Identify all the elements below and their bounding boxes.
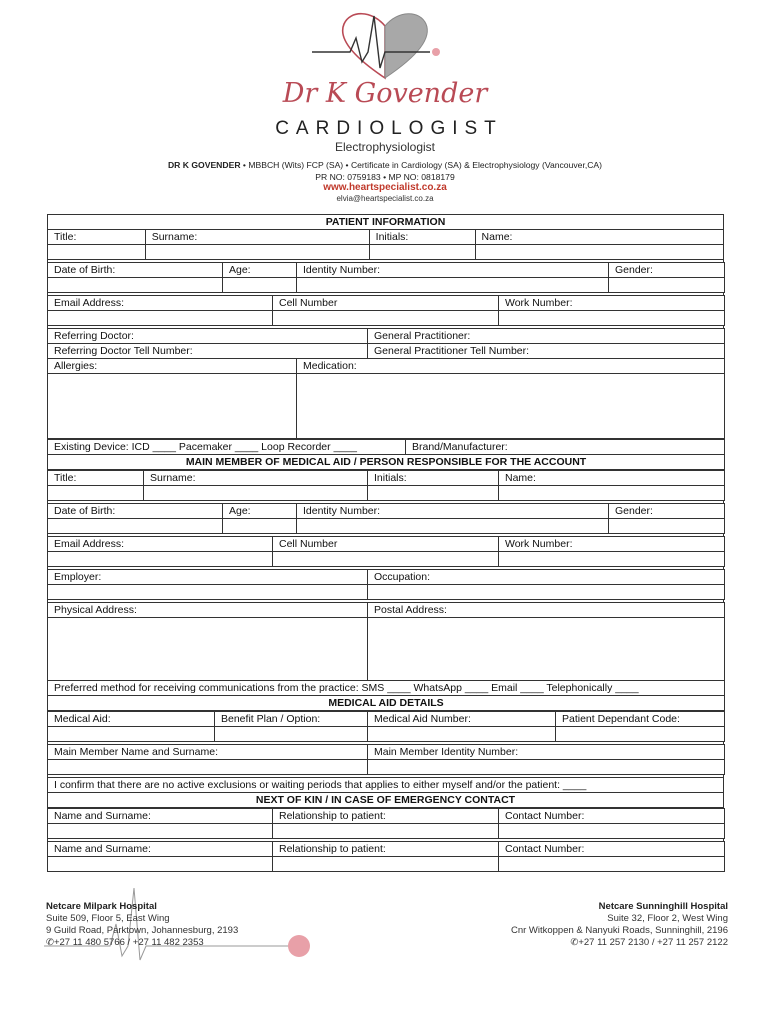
patient-gender-field[interactable] xyxy=(609,278,725,293)
kin2-contact-field[interactable] xyxy=(499,857,725,872)
kin1-relationship-field[interactable] xyxy=(273,824,499,839)
patient-age-field[interactable] xyxy=(223,278,297,293)
gp-label: General Practitioner: xyxy=(368,329,725,344)
kin1-name-field[interactable] xyxy=(48,824,273,839)
member-email-label: Email Address: xyxy=(48,537,273,552)
medication-label: Medication: xyxy=(297,359,725,374)
medical-aid-number-label: Medical Aid Number: xyxy=(368,712,556,727)
allergies-label: Allergies: xyxy=(48,359,297,374)
patient-id-label: Identity Number: xyxy=(297,263,609,278)
occupation-label: Occupation: xyxy=(368,570,725,585)
milpark-line1: Suite 509, Floor 5, East Wing xyxy=(46,913,170,924)
kin2-name-field[interactable] xyxy=(48,857,273,872)
credentials-text: • MBBCH (Wits) FCP (SA) • Certificate in Cardiology (SA) & Electrophysiology (Vancouver,CA) xyxy=(240,160,603,170)
footer-milpark xyxy=(46,901,238,949)
member-surname-field[interactable] xyxy=(144,486,368,501)
referring-tel-label: Referring Doctor Tell Number: xyxy=(48,344,368,359)
main-member-name-field[interactable] xyxy=(48,760,368,775)
kin1-contact-field[interactable] xyxy=(499,824,725,839)
member-surname-label: Surname: xyxy=(144,471,368,486)
brand-label: Brand/Manufacturer: xyxy=(406,440,725,455)
kin2-relationship-label: Relationship to patient: xyxy=(273,842,499,857)
patient-initials-field[interactable] xyxy=(369,245,475,260)
sunninghill-line1: Suite 32, Floor 2, West Wing xyxy=(607,913,728,924)
patient-email-field[interactable] xyxy=(48,311,273,326)
specialty-subtitle: Electrophysiologist xyxy=(334,140,436,154)
phone-icon: ✆ xyxy=(46,937,54,948)
member-id-label: Identity Number: xyxy=(297,504,609,519)
registration-form xyxy=(47,214,724,872)
member-dob-field[interactable] xyxy=(48,519,223,534)
physical-address-label: Physical Address: xyxy=(48,603,368,618)
dependant-code-label: Patient Dependant Code: xyxy=(556,712,725,727)
member-id-field[interactable] xyxy=(297,519,609,534)
member-name-label: Name: xyxy=(499,471,725,486)
member-title-label: Title: xyxy=(48,471,144,486)
patient-name-field[interactable] xyxy=(475,245,723,260)
milpark-phone: +27 11 480 5766 / +27 11 482 2353 xyxy=(53,937,204,948)
medical-aid-label: Medical Aid: xyxy=(48,712,215,727)
patient-gender-label: Gender: xyxy=(609,263,725,278)
patient-surname-field[interactable] xyxy=(145,245,369,260)
postal-address-field[interactable] xyxy=(368,618,725,681)
member-email-field[interactable] xyxy=(48,552,273,567)
kin2-contact-label: Contact Number: xyxy=(499,842,725,857)
employer-field[interactable] xyxy=(48,585,368,600)
email-link[interactable]: elvia@heartspecialist.co.za xyxy=(336,194,434,203)
patient-name-label: Name: xyxy=(475,230,723,245)
medical-aid-number-field[interactable] xyxy=(368,727,556,742)
patient-section-heading: PATIENT INFORMATION xyxy=(48,215,724,230)
footer-sunninghill xyxy=(511,901,728,949)
kin1-relationship-label: Relationship to patient: xyxy=(273,809,499,824)
benefit-plan-field[interactable] xyxy=(215,727,368,742)
postal-address-label: Postal Address: xyxy=(368,603,725,618)
kin2-name-label: Name and Surname: xyxy=(48,842,273,857)
kin1-name-label: Name and Surname: xyxy=(48,809,273,824)
dependant-code-field[interactable] xyxy=(556,727,725,742)
doctor-name-script: Dr K Govender xyxy=(282,78,488,109)
medical-aid-heading: MEDICAL AID DETAILS xyxy=(48,696,725,711)
exclusions-confirmation: I confirm that there are no active exclusions or waiting periods that applies to either myself and/or the patient: ____ xyxy=(48,778,724,793)
patient-title-field[interactable] xyxy=(48,245,146,260)
sunninghill-title: Netcare Sunninghill Hospital xyxy=(598,901,728,912)
patient-initials-label: Initials: xyxy=(369,230,475,245)
allergies-field[interactable] xyxy=(48,374,297,439)
communication-preference: Preferred method for receiving communications from the practice: SMS ____ WhatsApp ____ Email ____ Telephonically ____ xyxy=(48,681,725,696)
main-member-name-label: Main Member Name and Surname: xyxy=(48,745,368,760)
patient-work-label: Work Number: xyxy=(499,296,725,311)
member-initials-field[interactable] xyxy=(368,486,499,501)
patient-title-label: Title: xyxy=(48,230,146,245)
member-cell-field[interactable] xyxy=(273,552,499,567)
sunninghill-line2: Cnr Witkoppen & Nanyuki Roads, Sunninghill, 2196 xyxy=(510,925,728,936)
member-gender-label: Gender: xyxy=(609,504,725,519)
member-age-field[interactable] xyxy=(223,519,297,534)
member-work-field[interactable] xyxy=(499,552,725,567)
main-member-id-field[interactable] xyxy=(368,760,725,775)
medical-aid-field[interactable] xyxy=(48,727,215,742)
gp-tel-label: General Practitioner Tell Number: xyxy=(368,344,725,359)
heart-ecg-logo xyxy=(312,8,458,80)
member-name-field[interactable] xyxy=(499,486,725,501)
medication-field[interactable] xyxy=(297,374,725,439)
existing-device-label: Existing Device: ICD ____ Pacemaker ____ Loop Recorder ____ xyxy=(48,440,406,455)
credentials-line xyxy=(0,160,770,170)
phone-icon: ✆ xyxy=(570,937,579,948)
occupation-field[interactable] xyxy=(368,585,725,600)
next-of-kin-heading: NEXT OF KIN / IN CASE OF EMERGENCY CONTACT xyxy=(48,793,724,808)
member-initials-label: Initials: xyxy=(368,471,499,486)
member-section-heading: MAIN MEMBER OF MEDICAL AID / PERSON RESPONSIBLE FOR THE ACCOUNT xyxy=(48,455,725,470)
website-link[interactable]: www.heartspecialist.co.za xyxy=(323,182,447,193)
milpark-title: Netcare Milpark Hospital xyxy=(46,901,157,912)
kin1-contact-label: Contact Number: xyxy=(499,809,725,824)
patient-dob-field[interactable] xyxy=(48,278,223,293)
milpark-line2: 9 Guild Road, Parktown, Johannesburg, 2193 xyxy=(46,925,239,936)
member-dob-label: Date of Birth: xyxy=(48,504,223,519)
member-cell-label: Cell Number xyxy=(273,537,499,552)
physical-address-field[interactable] xyxy=(48,618,368,681)
employer-label: Employer: xyxy=(48,570,368,585)
patient-email-label: Email Address: xyxy=(48,296,273,311)
kin2-relationship-field[interactable] xyxy=(273,857,499,872)
member-title-field[interactable] xyxy=(48,486,144,501)
member-gender-field[interactable] xyxy=(609,519,725,534)
credentials-name: DR K GOVENDER xyxy=(167,160,241,170)
referring-doctor-label: Referring Doctor: xyxy=(48,329,368,344)
member-work-label: Work Number: xyxy=(499,537,725,552)
patient-dob-label: Date of Birth: xyxy=(48,263,223,278)
member-age-label: Age: xyxy=(223,504,297,519)
patient-age-label: Age: xyxy=(223,263,297,278)
patient-id-field[interactable] xyxy=(297,278,609,293)
patient-cell-field[interactable] xyxy=(273,311,499,326)
specialty-title: CARDIOLOGIST xyxy=(275,118,503,139)
patient-cell-label: Cell Number xyxy=(273,296,499,311)
main-member-id-label: Main Member Identity Number: xyxy=(368,745,725,760)
sunninghill-phone: +27 11 257 2130 / +27 11 257 2122 xyxy=(578,937,728,948)
patient-work-field[interactable] xyxy=(499,311,725,326)
benefit-plan-label: Benefit Plan / Option: xyxy=(215,712,368,727)
practice-numbers: PR NO: 0759183 • MP NO: 0818179 xyxy=(315,172,455,182)
patient-surname-label: Surname: xyxy=(145,230,369,245)
